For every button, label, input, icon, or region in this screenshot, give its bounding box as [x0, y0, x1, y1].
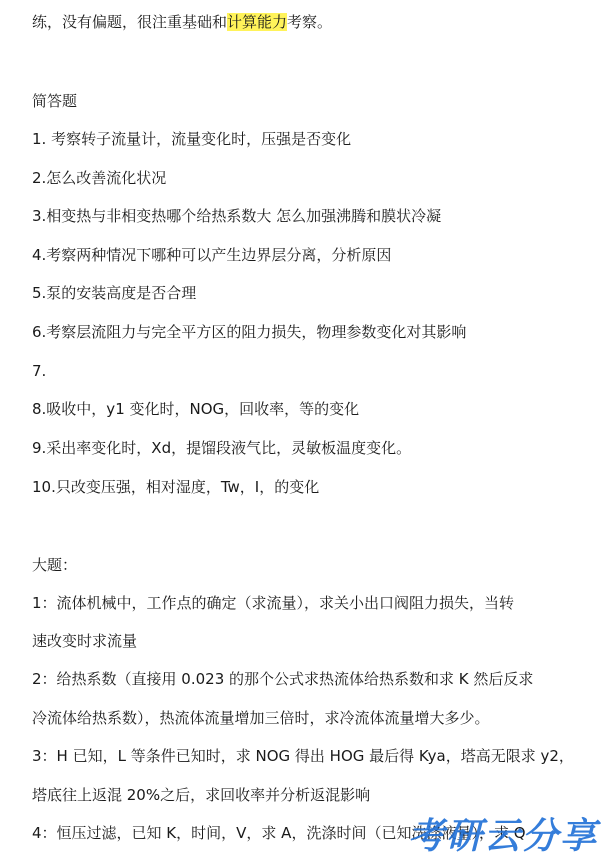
short-answer-item: 10.只改变压强，相对湿度，Tw，I，的变化 — [32, 478, 320, 496]
highlighted-phrase: 计算能力 — [227, 13, 288, 31]
watermark-logo: 考研云分享 — [408, 815, 599, 857]
problem-line: 塔底往上返混 20%之后，求回收率并分析返混影响 — [32, 786, 371, 804]
intro-paragraph — [32, 12, 332, 32]
problem-line: 冷流体给热系数），热流体流量增加三倍时，求冷流体流量增大多少。 — [32, 709, 490, 727]
short-answer-item: 6.考察层流阻力与完全平方区的阻力损失，物理参数变化对其影响 — [32, 323, 467, 341]
short-answer-item: 8.吸收中，y1 变化时，NOG，回收率，等的变化 — [32, 400, 360, 418]
problem-line: 4：恒压过滤，已知 K，时间，V，求 A，洗涤时间（已知洗涤液量），求 Q — [32, 824, 526, 842]
short-answer-item: 7. — [32, 362, 47, 380]
problem-line: 1：流体机械中，工作点的确定（求流量），求关小出口阀阻力损失，当转 — [32, 594, 515, 612]
short-answer-item: 4.考察两种情况下哪种可以产生边界层分离，分析原因 — [32, 246, 392, 264]
short-answer-item: 2.怎么改善流化状况 — [32, 169, 167, 187]
problem-line: 3：H 已知，L 等条件已知时，求 NOG 得出 HOG 最后得 Kya，塔高无限求 y2， — [32, 747, 574, 765]
section-heading-short-answer: 简答题 — [32, 92, 78, 110]
problem-line: 速改变时求流量 — [32, 632, 138, 650]
intro-text-end: 考察。 — [287, 13, 333, 31]
section-heading-problems: 大题： — [32, 556, 78, 574]
short-answer-item: 1. 考察转子流量计，流量变化时，压强是否变化 — [32, 130, 352, 148]
short-answer-item: 5.泵的安装高度是否合理 — [32, 284, 197, 302]
short-answer-item: 3.相变热与非相变热哪个给热系数大 怎么加强沸腾和膜状冷凝 — [32, 207, 442, 225]
problem-line: 2：给热系数（直接用 0.023 的那个公式求热流体给热系数和求 K 然后反求 — [32, 670, 534, 688]
short-answer-item: 9.采出率变化时，Xd，提馏段液气比，灵敏板温度变化。 — [32, 439, 412, 457]
intro-text: 练，没有偏题，很注重基础和 — [32, 13, 228, 31]
